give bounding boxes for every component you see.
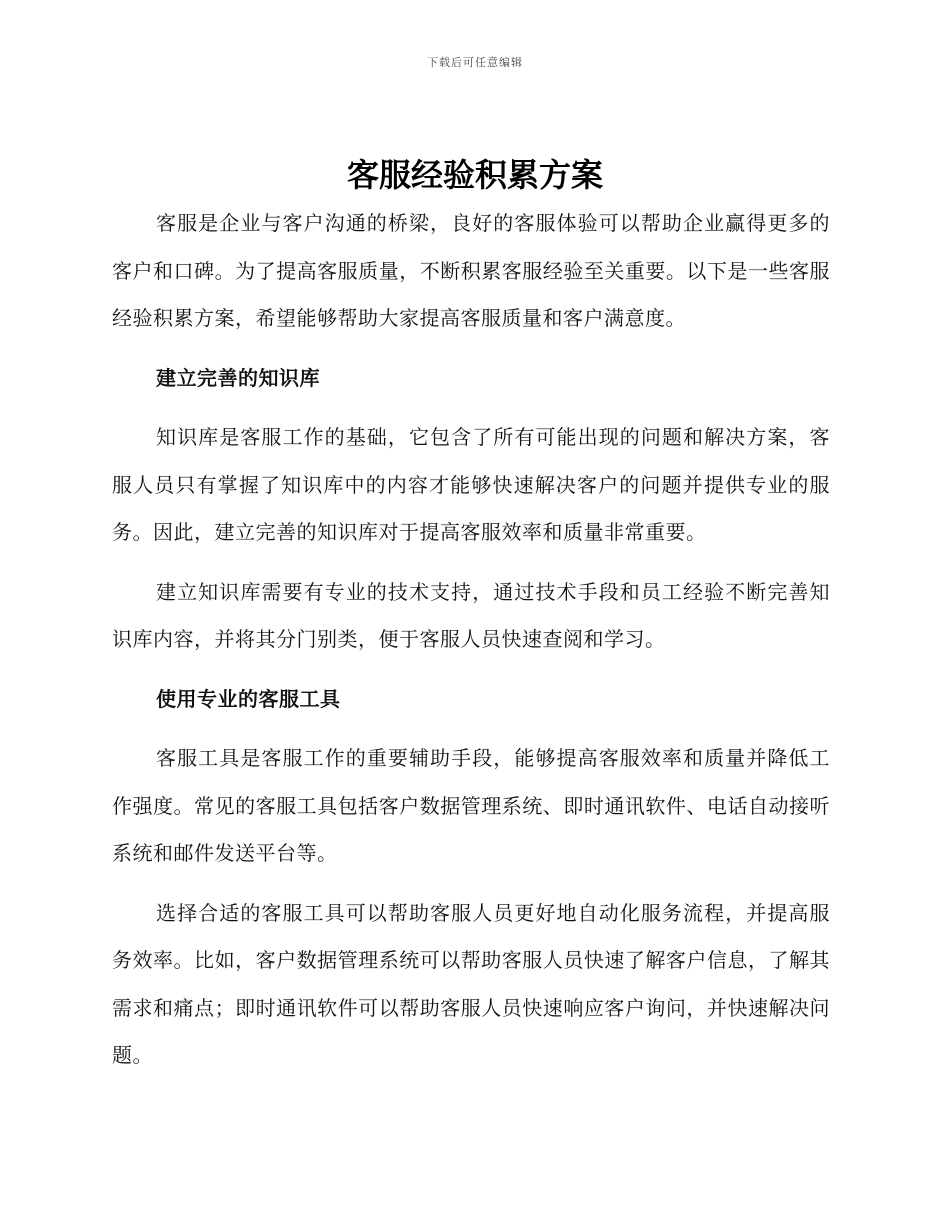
section-heading-knowledge-base: 建立完善的知识库 — [156, 365, 320, 390]
intro-paragraph: 客服是企业与客户沟通的桥梁，良好的客服体验可以帮助企业赢得更多的客户和口碑。为了提高客服质量，不断积累客服经验至关重要。以下是一些客服经验积累方案，希望能够帮助大家提高客服质量和客户满意度。 — [112, 211, 830, 330]
paragraph: 客服工具是客服工作的重要辅助手段，能够提高客服效率和质量并降低工作强度。常见的客服工具包括客户数据管理系统、即时通讯软件、电话自动接听系统和邮件发送平台等。 — [112, 746, 830, 865]
page-title: 客服经验积累方案 — [346, 156, 603, 194]
document-body — [112, 200, 830, 1092]
paragraph: 知识库是客服工作的基础，它包含了所有可能出现的问题和解决方案，客服人员只有掌握了知识库中的内容才能够快速解决客户的问题并提供专业的服务。因此，建立完善的知识库对于提高客服效率和质量非常重要。 — [112, 425, 830, 544]
section-heading-service-tools: 使用专业的客服工具 — [156, 686, 341, 711]
header-note: 下载后可任意编辑 — [427, 56, 523, 69]
paragraph: 选择合适的客服工具可以帮助客服人员更好地自动化服务流程，并提高服务效率。比如，客户数据管理系统可以帮助客服人员快速了解客户信息，了解其需求和痛点；即时通讯软件可以帮助客服人员快速响应客户询问，并快速解决问题。 — [112, 900, 830, 1067]
paragraph: 建立知识库需要有专业的技术支持，通过技术手段和员工经验不断完善知识库内容，并将其分门别类，便于客服人员快速查阅和学习。 — [112, 579, 830, 651]
